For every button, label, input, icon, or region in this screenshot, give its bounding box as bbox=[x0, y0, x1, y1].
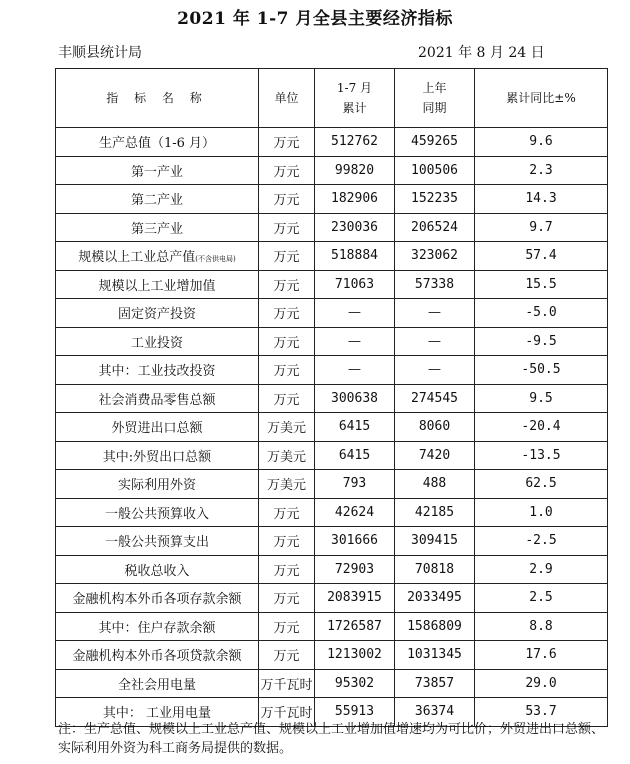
row-yoy: 2.5 bbox=[475, 584, 608, 613]
header-yoy: 累计同比±% bbox=[475, 69, 608, 128]
row-yoy: -9.5 bbox=[475, 327, 608, 356]
row-name: 全社会用电量 bbox=[56, 669, 259, 698]
row-yoy: -50.5 bbox=[475, 356, 608, 385]
row-cumulative: 42624 bbox=[315, 498, 395, 527]
row-yoy: -5.0 bbox=[475, 299, 608, 328]
table-row bbox=[56, 555, 608, 584]
row-cumulative: 95302 bbox=[315, 669, 395, 698]
row-previous: 309415 bbox=[395, 527, 475, 556]
row-name: 规模以上工业总产值 bbox=[78, 250, 196, 266]
row-previous: 100506 bbox=[395, 156, 475, 185]
row-cumulative: — bbox=[315, 356, 395, 385]
row-unit: 万元 bbox=[259, 270, 315, 299]
header-previous-line2: 同期 bbox=[422, 101, 447, 115]
row-previous: — bbox=[395, 327, 475, 356]
row-name: 社会消费品零售总额 bbox=[56, 384, 259, 413]
row-previous: — bbox=[395, 356, 475, 385]
row-yoy: 57.4 bbox=[475, 242, 608, 271]
row-cumulative: 6415 bbox=[315, 441, 395, 470]
row-yoy: 9.6 bbox=[475, 128, 608, 157]
row-cumulative: 793 bbox=[315, 470, 395, 499]
row-unit: 万美元 bbox=[259, 413, 315, 442]
row-cumulative: — bbox=[315, 327, 395, 356]
row-previous: 1031345 bbox=[395, 641, 475, 670]
row-previous: — bbox=[395, 299, 475, 328]
row-unit: 万元 bbox=[259, 641, 315, 670]
table-row bbox=[56, 299, 608, 328]
row-yoy: 29.0 bbox=[475, 669, 608, 698]
table-row bbox=[56, 441, 608, 470]
row-unit: 万美元 bbox=[259, 470, 315, 499]
row-cumulative: 512762 bbox=[315, 128, 395, 157]
row-cumulative: 518884 bbox=[315, 242, 395, 271]
row-previous: 42185 bbox=[395, 498, 475, 527]
row-unit: 万元 bbox=[259, 299, 315, 328]
row-unit: 万美元 bbox=[259, 441, 315, 470]
row-previous: 73857 bbox=[395, 669, 475, 698]
row-cumulative: 230036 bbox=[315, 213, 395, 242]
table-row bbox=[56, 584, 608, 613]
row-name: 工业投资 bbox=[56, 327, 259, 356]
publisher-label: 丰顺县统计局 bbox=[58, 45, 142, 61]
row-cumulative: 6415 bbox=[315, 413, 395, 442]
table-row bbox=[56, 185, 608, 214]
row-name: 第三产业 bbox=[56, 213, 259, 242]
page-title: 2021 年 1-7 月全县主要经济指标 bbox=[177, 9, 453, 29]
row-cumulative: 72903 bbox=[315, 555, 395, 584]
footnote: 注：生产总值、规模以上工业总产值、规模以上工业增加值增速均为可比价；外贸进出口总额、实际利用外资为科工商务局提供的数据。 bbox=[58, 722, 605, 756]
row-unit: 万元 bbox=[259, 156, 315, 185]
row-name: 税收总收入 bbox=[56, 555, 259, 584]
row-unit: 万元 bbox=[259, 498, 315, 527]
header-previous-line1: 上年 bbox=[422, 81, 447, 95]
row-yoy: 17.6 bbox=[475, 641, 608, 670]
row-unit: 万元 bbox=[259, 612, 315, 641]
row-unit: 万元 bbox=[259, 242, 315, 271]
table-row bbox=[56, 498, 608, 527]
row-unit: 万元 bbox=[259, 128, 315, 157]
header-cumulative-line2: 累计 bbox=[342, 101, 367, 115]
table-row bbox=[56, 270, 608, 299]
row-yoy: -20.4 bbox=[475, 413, 608, 442]
row-name: 第一产业 bbox=[56, 156, 259, 185]
row-yoy: -13.5 bbox=[475, 441, 608, 470]
row-yoy: -2.5 bbox=[475, 527, 608, 556]
header-name: 指 标 名 称 bbox=[56, 69, 259, 128]
row-cumulative: 99820 bbox=[315, 156, 395, 185]
row-unit: 万元 bbox=[259, 185, 315, 214]
row-unit: 万元 bbox=[259, 327, 315, 356]
table-row bbox=[56, 156, 608, 185]
row-yoy: 14.3 bbox=[475, 185, 608, 214]
row-previous: 1586809 bbox=[395, 612, 475, 641]
row-yoy: 15.5 bbox=[475, 270, 608, 299]
row-yoy: 9.7 bbox=[475, 213, 608, 242]
row-yoy: 62.5 bbox=[475, 470, 608, 499]
row-cumulative: 2083915 bbox=[315, 584, 395, 613]
row-name: 规模以上工业增加值 bbox=[56, 270, 259, 299]
header-row bbox=[56, 69, 608, 128]
row-name: 外贸进出口总额 bbox=[56, 413, 259, 442]
row-previous: 323062 bbox=[395, 242, 475, 271]
indicators-table bbox=[55, 68, 608, 727]
row-previous: 2033495 bbox=[395, 584, 475, 613]
row-name: 金融机构本外币各项贷款余额 bbox=[56, 641, 259, 670]
row-unit: 万千瓦时 bbox=[259, 698, 315, 727]
row-unit: 万元 bbox=[259, 213, 315, 242]
row-name: 其中：住户存款余额 bbox=[56, 612, 259, 641]
header-cumulative-line1: 1-7 月 bbox=[336, 81, 373, 95]
row-unit: 万元 bbox=[259, 584, 315, 613]
table-row bbox=[56, 384, 608, 413]
row-name: 一般公共预算支出 bbox=[56, 527, 259, 556]
row-name: 固定资产投资 bbox=[56, 299, 259, 328]
row-previous: 70818 bbox=[395, 555, 475, 584]
row-name: 第二产业 bbox=[56, 185, 259, 214]
table-row bbox=[56, 413, 608, 442]
row-previous: 7420 bbox=[395, 441, 475, 470]
header-previous bbox=[395, 69, 475, 128]
row-previous: 8060 bbox=[395, 413, 475, 442]
row-previous: 57338 bbox=[395, 270, 475, 299]
row-previous: 459265 bbox=[395, 128, 475, 157]
row-previous: 152235 bbox=[395, 185, 475, 214]
table-row bbox=[56, 327, 608, 356]
row-name: 一般公共预算收入 bbox=[56, 498, 259, 527]
row-yoy: 2.9 bbox=[475, 555, 608, 584]
row-yoy: 8.8 bbox=[475, 612, 608, 641]
row-name-note: (不含供电局) bbox=[195, 255, 236, 264]
row-unit: 万元 bbox=[259, 555, 315, 584]
row-name: 其中:外贸出口总额 bbox=[56, 441, 259, 470]
row-unit: 万元 bbox=[259, 384, 315, 413]
row-yoy: 53.7 bbox=[475, 698, 608, 727]
publish-date: 2021 年 8 月 24 日 bbox=[418, 45, 545, 61]
row-unit: 万千瓦时 bbox=[259, 669, 315, 698]
row-name: 其中： 工业用电量 bbox=[56, 698, 259, 727]
header-unit: 单位 bbox=[259, 69, 315, 128]
header-cumulative bbox=[315, 69, 395, 128]
row-cumulative: 300638 bbox=[315, 384, 395, 413]
table-row bbox=[56, 641, 608, 670]
table-row bbox=[56, 213, 608, 242]
row-cumulative: 182906 bbox=[315, 185, 395, 214]
row-unit: 万元 bbox=[259, 356, 315, 385]
row-cumulative: 71063 bbox=[315, 270, 395, 299]
row-previous: 36374 bbox=[395, 698, 475, 727]
row-yoy: 1.0 bbox=[475, 498, 608, 527]
row-unit: 万元 bbox=[259, 527, 315, 556]
row-previous: 488 bbox=[395, 470, 475, 499]
table-row bbox=[56, 128, 608, 157]
table-row bbox=[56, 470, 608, 499]
row-cumulative: — bbox=[315, 299, 395, 328]
row-name: 生产总值（1-6 月） bbox=[56, 128, 259, 157]
row-cumulative: 1726587 bbox=[315, 612, 395, 641]
row-name: 其中：工业技改投资 bbox=[56, 356, 259, 385]
row-previous: 206524 bbox=[395, 213, 475, 242]
table-row bbox=[56, 527, 608, 556]
row-yoy: 2.3 bbox=[475, 156, 608, 185]
row-cumulative: 1213002 bbox=[315, 641, 395, 670]
row-yoy: 9.5 bbox=[475, 384, 608, 413]
row-name: 实际利用外资 bbox=[56, 470, 259, 499]
table-row bbox=[56, 356, 608, 385]
table-row bbox=[56, 669, 608, 698]
row-cumulative: 301666 bbox=[315, 527, 395, 556]
row-name-cell bbox=[56, 242, 259, 271]
table-row bbox=[56, 612, 608, 641]
table-row bbox=[56, 242, 608, 271]
row-previous: 274545 bbox=[395, 384, 475, 413]
row-cumulative: 55913 bbox=[315, 698, 395, 727]
row-name: 金融机构本外币各项存款余额 bbox=[56, 584, 259, 613]
